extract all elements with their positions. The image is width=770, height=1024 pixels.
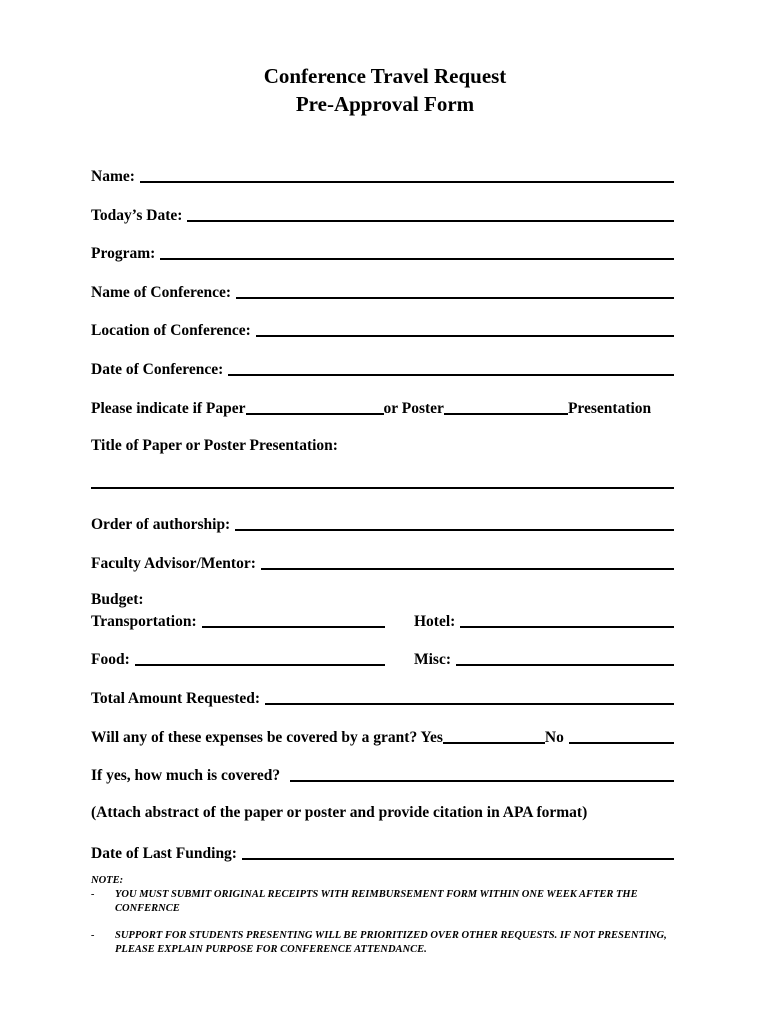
conference-date-label: Date of Conference:	[91, 361, 224, 378]
poster-field[interactable]	[444, 413, 568, 415]
name-field[interactable]	[140, 181, 674, 183]
total-label: Total Amount Requested:	[91, 690, 261, 707]
no-label: No	[544, 729, 564, 746]
note-dash: -	[91, 930, 95, 941]
title-presentation-label: Title of Paper or Poster Presentation:	[91, 437, 338, 454]
note-heading: NOTE:	[91, 875, 124, 886]
grant-row	[91, 725, 674, 747]
transportation-label: Transportation:	[91, 613, 197, 630]
food-label: Food:	[91, 651, 130, 668]
conference-name-label: Name of Conference:	[91, 284, 232, 301]
name-row	[91, 164, 674, 186]
conference-name-field[interactable]	[236, 297, 674, 299]
program-field[interactable]	[160, 258, 674, 260]
note-dash: -	[91, 889, 95, 900]
last-funding-label: Date of Last Funding:	[91, 845, 237, 862]
last-funding-field[interactable]	[242, 858, 674, 860]
date-field[interactable]	[187, 220, 674, 222]
misc-label: Misc:	[414, 651, 452, 668]
food-row	[91, 647, 385, 669]
misc-row	[414, 647, 674, 669]
date-row	[91, 203, 674, 225]
title-presentation-row	[91, 470, 674, 492]
covered-row	[91, 763, 674, 785]
or-poster-label: or Poster	[383, 400, 444, 417]
grant-yes-field[interactable]	[443, 742, 545, 744]
last-funding-row	[91, 841, 674, 863]
conference-date-row	[91, 357, 674, 379]
covered-label: If yes, how much is covered?	[91, 767, 281, 784]
program-row	[91, 241, 674, 263]
paper-label: Please indicate if Paper	[91, 400, 246, 417]
grant-question: Will any of these expenses be covered by a grant? Yes	[91, 729, 443, 746]
budget-label: Budget:	[91, 591, 144, 608]
authorship-label: Order of authorship:	[91, 516, 231, 533]
advisor-row	[91, 551, 674, 573]
name-label: Name:	[91, 168, 135, 185]
conference-location-row	[91, 318, 674, 340]
total-field[interactable]	[265, 703, 674, 705]
grant-no-field[interactable]	[569, 742, 674, 744]
total-row	[91, 686, 674, 708]
form-subtitle: Pre-Approval Form	[295, 92, 475, 116]
authorship-field[interactable]	[235, 529, 674, 531]
authorship-row	[91, 512, 674, 534]
hotel-label: Hotel:	[414, 613, 456, 630]
covered-field[interactable]	[290, 780, 674, 782]
program-label: Program:	[91, 245, 156, 262]
conference-location-field[interactable]	[256, 335, 674, 337]
advisor-label: Faculty Advisor/Mentor:	[91, 555, 256, 572]
transportation-row	[91, 609, 385, 631]
form-title: Conference Travel Request	[263, 64, 507, 88]
misc-field[interactable]	[456, 664, 674, 666]
paper-field[interactable]	[246, 413, 384, 415]
transportation-field[interactable]	[202, 626, 385, 628]
conference-date-field[interactable]	[228, 374, 674, 376]
conference-name-row	[91, 280, 674, 302]
presentation-type-row	[91, 396, 651, 418]
presentation-label: Presentation	[567, 400, 652, 417]
note-text: SUPPORT FOR STUDENTS PRESENTING WILL BE PRIORITIZED OVER OTHER REQUESTS. IF NOT PRESENTING, PLEASE EXPLAIN PURPOSE FOR CONFERENCE ATTENDANCE.	[115, 930, 667, 955]
title-presentation-field[interactable]	[91, 487, 674, 489]
food-field[interactable]	[135, 664, 385, 666]
advisor-field[interactable]	[261, 568, 674, 570]
conference-location-label: Location of Conference:	[91, 322, 251, 339]
hotel-row	[414, 609, 674, 631]
hotel-field[interactable]	[460, 626, 674, 628]
attach-note: (Attach abstract of the paper or poster and provide citation in APA format)	[91, 804, 588, 821]
date-label: Today’s Date:	[91, 207, 183, 224]
note-text: YOU MUST SUBMIT ORIGINAL RECEIPTS WITH REIMBURSEMENT FORM WITHIN ONE WEEK AFTER THE CONFERNCE	[115, 889, 638, 914]
